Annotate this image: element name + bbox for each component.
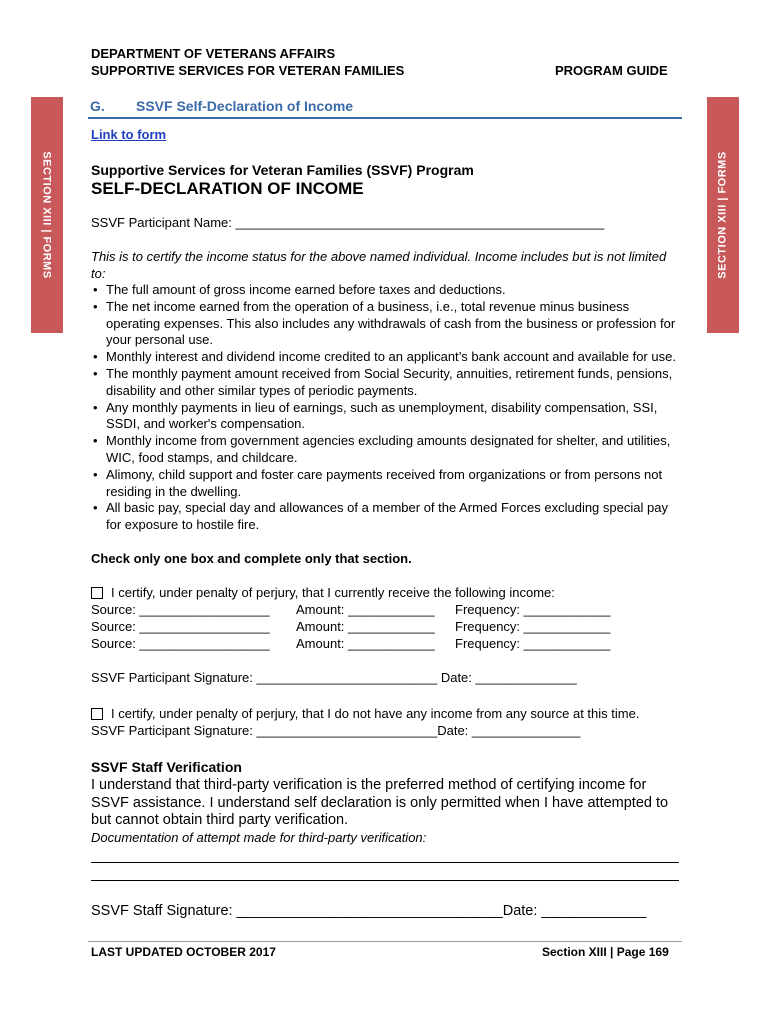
footer-divider — [88, 941, 682, 942]
staff-signature-field[interactable]: SSVF Staff Signature: _________________________________Date: _____________ — [91, 903, 647, 919]
side-tab-label: SECTION XIII | FORMS — [41, 151, 53, 279]
section-number: G. — [90, 98, 105, 114]
frequency-field[interactable]: Frequency: ____________ — [455, 619, 611, 634]
program-title: Supportive Services for Veteran Families (SSVF) Program — [91, 162, 474, 178]
source-field[interactable]: Source: __________________ — [91, 636, 270, 651]
participant-signature-field-2[interactable]: SSVF Participant Signature: _________________________Date: _______________ — [91, 723, 581, 738]
side-tab-left — [31, 97, 63, 333]
section-heading — [90, 98, 353, 114]
income-checkbox[interactable] — [91, 587, 103, 599]
amount-field[interactable]: Amount: ____________ — [296, 602, 435, 617]
list-item: • Any monthly payments in lieu of earnings, such as unemployment, disability compensation, SSI, SSDI, and worker's compensation. — [91, 400, 681, 434]
list-item: • All basic pay, special day and allowances of a member of the Armed Forces excluding special pay for exposure to hostile fire. — [91, 500, 681, 534]
table-row — [91, 636, 610, 653]
no-income-cert-text: I certify, under penalty of perjury, that I do not have any income from any source at this time. — [111, 706, 640, 721]
documentation-line[interactable] — [91, 862, 679, 863]
section-title: SSVF Self-Declaration of Income — [136, 98, 354, 114]
documentation-note: Documentation of attempt made for third-party verification: — [91, 830, 427, 845]
participant-signature-field[interactable]: SSVF Participant Signature: _________________________ Date: ______________ — [91, 670, 577, 685]
side-tab-label: SECTION XIII | FORMS — [717, 151, 729, 279]
form-link[interactable]: Link to form — [91, 127, 167, 142]
form-title: SELF-DECLARATION OF INCOME — [91, 179, 364, 198]
amount-field[interactable]: Amount: ____________ — [296, 636, 435, 651]
income-certification — [91, 585, 555, 602]
documentation-line[interactable] — [91, 880, 679, 881]
list-item: • The net income earned from the operation of a business, i.e., total revenue minus business operating expenses. This also includes any withdrawals of cash from the business or profession for your personal use. — [91, 299, 681, 349]
list-item: • Monthly interest and dividend income credited to an applicant’s bank account and available for use. — [91, 349, 681, 366]
table-row — [91, 619, 610, 636]
agency-name: DEPARTMENT OF VETERANS AFFAIRS — [91, 46, 336, 61]
income-cert-text: I certify, under penalty of perjury, that I currently receive the following income: — [111, 585, 555, 600]
program-name: SUPPORTIVE SERVICES FOR VETERAN FAMILIES — [91, 63, 405, 78]
no-income-certification — [91, 706, 639, 723]
list-item: • Monthly income from government agencies excluding amounts designated for shelter, and utilities, WIC, food stamps, and childcare. — [91, 433, 681, 467]
frequency-field[interactable]: Frequency: ____________ — [455, 636, 611, 651]
intro-text: This is to certify the income status for the above named individual. Income includes but is not limited to: — [91, 249, 667, 281]
staff-verification-text: I understand that third-party verification is the preferred method of certifying income for SSVF assistance. I understand self declaration is only permitted when I have attempted to but cannot obtain third party verification. — [91, 777, 669, 828]
list-item: • The monthly payment amount received from Social Security, annuities, retirement funds, pensions, disability and other similar types of periodic payments. — [91, 366, 681, 400]
source-field[interactable]: Source: __________________ — [91, 602, 270, 617]
table-row — [91, 602, 610, 619]
no-income-checkbox[interactable] — [91, 708, 103, 720]
side-tab-right — [707, 97, 739, 333]
list-item: • Alimony, child support and foster care payments received from organizations or from persons not residing in the dwelling. — [91, 467, 681, 501]
amount-field[interactable]: Amount: ____________ — [296, 619, 435, 634]
list-item: • The full amount of gross income earned before taxes and deductions. — [91, 282, 681, 299]
income-list — [91, 282, 681, 534]
participant-name-field[interactable]: SSVF Participant Name: ___________________________________________________ — [91, 215, 605, 230]
agency-header — [91, 45, 404, 79]
guide-label: PROGRAM GUIDE — [555, 63, 668, 78]
frequency-field[interactable]: Frequency: ____________ — [455, 602, 611, 617]
page-number: Section XIII | Page 169 — [542, 945, 669, 959]
source-field[interactable]: Source: __________________ — [91, 619, 270, 634]
last-updated: LAST UPDATED OCTOBER 2017 — [91, 945, 276, 959]
check-one-instruction: Check only one box and complete only that section. — [91, 551, 412, 566]
staff-verification-title: SSVF Staff Verification — [91, 759, 242, 775]
section-divider — [88, 117, 682, 119]
